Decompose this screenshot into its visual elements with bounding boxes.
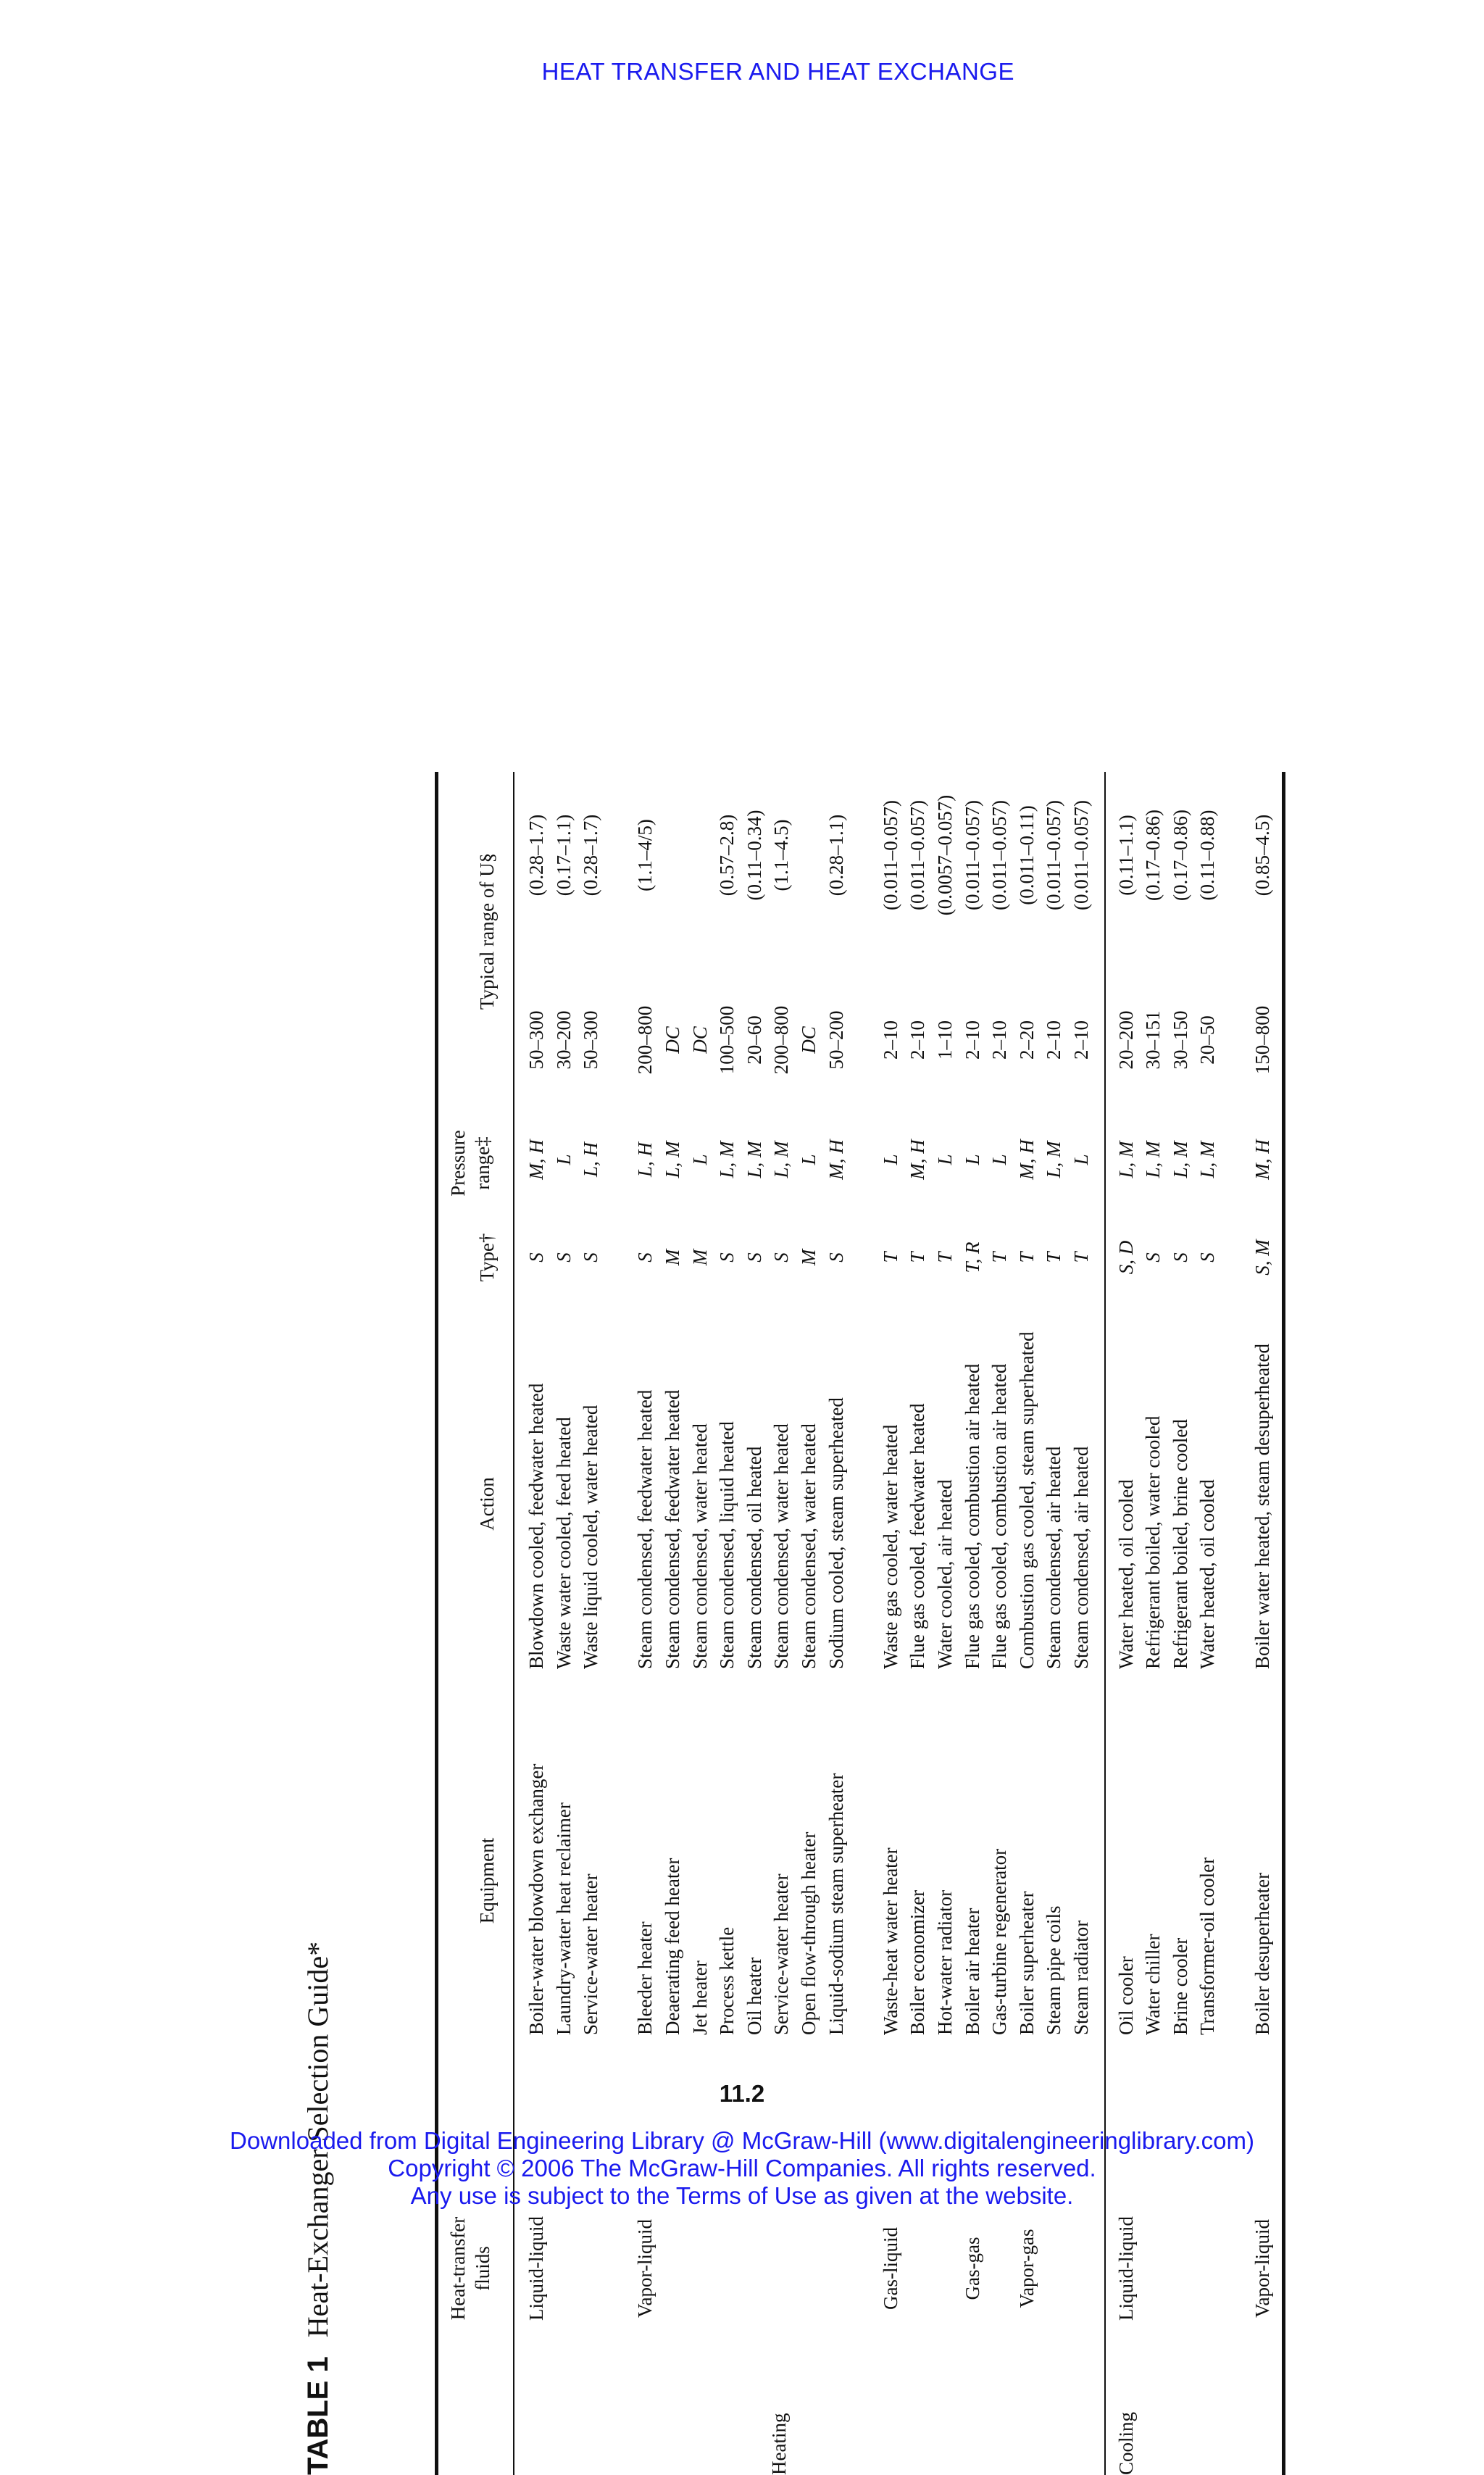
- type-cell: T: [1015, 1252, 1038, 1263]
- pressure-cell: L, M: [1142, 1141, 1164, 1178]
- u-range-si-cell: 50–300: [580, 1010, 602, 1070]
- u-range-us-cell: (0.28–1.7): [580, 814, 602, 897]
- equipment-cell: Liquid-sodium steam superheater: [825, 1773, 847, 2035]
- action-cell: Steam condensed, feedwater heated: [662, 1389, 683, 1669]
- pressure-cell: L, M: [1114, 1141, 1137, 1178]
- u-range-si-cell: DC: [798, 1026, 820, 1054]
- action-cell: Water heated, oil cooled: [1114, 1479, 1137, 1669]
- u-range-si-cell: 200–800: [634, 1005, 656, 1075]
- u-range-si-cell: 50–200: [825, 1010, 847, 1070]
- u-range-si-cell: 30–200: [552, 1010, 575, 1070]
- u-range-si-cell: 2–10: [961, 1020, 983, 1060]
- action-cell: Sodium cooled, steam superheated: [825, 1397, 847, 1669]
- action-cell: Steam condensed, water heated: [770, 1423, 793, 1669]
- footer: [0, 2127, 1484, 2210]
- type-cell: T: [934, 1252, 956, 1263]
- fluids-label: Vapor-liquid: [1251, 2219, 1273, 2318]
- action-cell: Refrigerant boiled, water cooled: [1142, 1415, 1164, 1669]
- equipment-cell: Deaerating feed heater: [662, 1858, 683, 2035]
- action-cell: Water heated, oil cooled: [1196, 1479, 1219, 1669]
- type-cell: M: [688, 1249, 711, 1266]
- equipment-cell: Service-water heater: [770, 1873, 793, 2035]
- action-cell: Boiler water heated, steam desuperheated: [1251, 1343, 1273, 1669]
- fluids-label: Gas-liquid: [879, 2227, 901, 2310]
- u-range-us-cell: (0.011–0.057): [1043, 800, 1065, 910]
- u-range-us-cell: (0.011–0.057): [906, 800, 929, 910]
- type-cell: S, D: [1114, 1240, 1137, 1275]
- section-rule: [1104, 772, 1106, 2475]
- type-cell: T: [1070, 1252, 1092, 1263]
- u-range-us-cell: (0.11–0.88): [1196, 810, 1219, 901]
- action-cell: Waste liquid cooled, water heated: [580, 1405, 602, 1669]
- type-cell: S: [552, 1252, 575, 1263]
- pressure-cell: L: [934, 1154, 956, 1165]
- type-cell: S: [580, 1252, 602, 1263]
- action-cell: Water cooled, air heated: [934, 1479, 956, 1669]
- pressure-cell: M, H: [1251, 1139, 1273, 1180]
- fluids-label: Gas-gas: [961, 2237, 983, 2300]
- u-range-si-cell: DC: [688, 1026, 711, 1054]
- action-cell: Steam condensed, liquid heated: [716, 1421, 738, 1669]
- type-cell: T: [879, 1252, 901, 1263]
- page-number: 11.2: [719, 2080, 765, 2107]
- selection-guide-table: [301, 772, 1273, 2475]
- equipment-cell: Steam pipe coils: [1043, 1905, 1065, 2035]
- u-range-si-cell: 2–10: [1043, 1020, 1065, 1060]
- pressure-cell: L, M: [770, 1141, 793, 1178]
- equipment-cell: Brine cooler: [1169, 1937, 1191, 2035]
- u-range-us-cell: (0.011–0.11): [1015, 805, 1038, 905]
- u-range-us-cell: (1.1–4/5): [634, 819, 656, 891]
- action-cell: Steam condensed, oil heated: [743, 1446, 765, 1669]
- pressure-cell: M, H: [906, 1139, 929, 1180]
- pressure-cell: M, H: [1015, 1139, 1038, 1180]
- type-cell: T, R: [961, 1241, 983, 1273]
- header-pressure-line2: range‡: [472, 1136, 493, 1190]
- type-cell: S: [770, 1252, 793, 1263]
- pressure-cell: L, M: [662, 1141, 683, 1178]
- header-equipment: Equipment: [476, 1837, 498, 1924]
- type-cell: S: [1169, 1252, 1191, 1263]
- fluids-label: Liquid-liquid: [525, 2216, 547, 2321]
- type-cell: S: [525, 1252, 547, 1263]
- action-cell: Steam condensed, water heated: [688, 1423, 711, 1669]
- u-range-us-cell: (1.1–4.5): [770, 819, 793, 891]
- u-range-si-cell: 2–10: [1070, 1020, 1092, 1060]
- u-range-us-cell: (0.011–0.057): [961, 800, 983, 910]
- equipment-cell: Boiler-water blowdown exchanger: [525, 1763, 547, 2035]
- pressure-cell: L, M: [716, 1141, 738, 1178]
- equipment-cell: Steam radiator: [1070, 1920, 1092, 2035]
- footer-line-1: Downloaded from Digital Engineering Library @ McGraw-Hill (www.digitalengineeringlibrary.com): [230, 2127, 1254, 2154]
- u-range-si-cell: 50–300: [525, 1010, 547, 1070]
- action-cell: Flue gas cooled, combustion air heated: [988, 1363, 1011, 1669]
- action-cell: Steam condensed, water heated: [798, 1423, 820, 1669]
- equipment-cell: Hot-water radiator: [934, 1889, 956, 2035]
- u-range-us-cell: (0.57–2.8): [716, 814, 738, 897]
- u-range-si-cell: 150–800: [1251, 1005, 1273, 1075]
- header-action: Action: [476, 1477, 498, 1531]
- action-cell: Combustion gas cooled, steam superheated: [1015, 1331, 1038, 1669]
- u-range-si-cell: 20–50: [1196, 1015, 1219, 1065]
- equipment-cell: Jet heater: [688, 1960, 711, 2035]
- type-cell: M: [798, 1249, 820, 1266]
- action-cell: Flue gas cooled, combustion air heated: [961, 1363, 983, 1669]
- header-type: Type†: [476, 1233, 498, 1282]
- u-range-si-cell: 2–10: [988, 1020, 1011, 1060]
- pressure-cell: L: [988, 1154, 1011, 1165]
- action-cell: Blowdown cooled, feedwater heated: [525, 1383, 547, 1669]
- equipment-cell: Waste-heat water heater: [879, 1847, 901, 2035]
- type-cell: S: [743, 1252, 765, 1263]
- equipment-cell: Oil heater: [743, 1957, 765, 2035]
- pressure-cell: L, M: [1043, 1141, 1065, 1178]
- equipment-cell: Water chiller: [1142, 1934, 1164, 2035]
- u-range-si-cell: 100–500: [716, 1005, 738, 1075]
- u-range-si-cell: 2–10: [906, 1020, 929, 1060]
- u-range-si-cell: 2–20: [1015, 1020, 1038, 1060]
- header-u-range: Typical range of U§: [476, 852, 498, 1010]
- type-cell: S: [1142, 1252, 1164, 1263]
- u-range-si-cell: 20–200: [1114, 1010, 1137, 1070]
- footer-line-2: Copyright © 2006 The McGraw-Hill Companies. All rights reserved.: [388, 2155, 1096, 2181]
- u-range-us-cell: (0.28–1.7): [525, 814, 547, 897]
- action-cell: Refrigerant boiled, brine cooled: [1169, 1419, 1191, 1669]
- equipment-cell: Boiler economizer: [906, 1889, 929, 2035]
- running-head: HEAT TRANSFER AND HEAT EXCHANGE: [541, 58, 1014, 85]
- u-range-si-cell: 200–800: [770, 1005, 793, 1075]
- header-fluids-line1: Heat-transfer: [447, 2216, 469, 2321]
- equipment-cell: Oil cooler: [1114, 1956, 1137, 2035]
- u-range-us-cell: (0.17–1.1): [552, 814, 575, 897]
- fluids-label: Vapor-liquid: [634, 2219, 656, 2318]
- type-cell: S: [825, 1252, 847, 1263]
- pressure-cell: L: [879, 1154, 901, 1165]
- footer-line-3: Any use is subject to the Terms of Use as given at the website.: [410, 2182, 1074, 2209]
- header-rule: [513, 772, 514, 2475]
- type-cell: T: [1043, 1252, 1065, 1263]
- equipment-cell: Boiler superheater: [1015, 1891, 1038, 2035]
- u-range-us-cell: (0.011–0.057): [1070, 800, 1092, 910]
- pressure-cell: L: [961, 1154, 983, 1165]
- service-label: Cooling: [1114, 2411, 1137, 2475]
- equipment-cell: Boiler desuperheater: [1251, 1872, 1273, 2035]
- top-rule: [435, 772, 438, 2475]
- pressure-cell: L: [798, 1154, 820, 1165]
- type-cell: S: [716, 1252, 738, 1263]
- u-range-us-cell: (0.28–1.1): [825, 814, 847, 897]
- pressure-cell: L: [688, 1154, 711, 1165]
- type-cell: T: [988, 1252, 1011, 1263]
- equipment-cell: Boiler air heater: [961, 1908, 983, 2035]
- action-cell: Steam condensed, air heated: [1070, 1446, 1092, 1669]
- fluids-label: Liquid-liquid: [1114, 2216, 1137, 2321]
- equipment-cell: Process kettle: [716, 1926, 738, 2035]
- table-title: Heat-Exchanger Selection Guide*: [301, 1941, 334, 2338]
- equipment-cell: Transformer-oil cooler: [1196, 1857, 1219, 2035]
- u-range-us-cell: (0.85–4.5): [1251, 814, 1273, 897]
- u-range-si-cell: 30–150: [1169, 1010, 1191, 1070]
- u-range-si-cell: 1–10: [934, 1020, 956, 1060]
- header-pressure: [446, 1109, 495, 1218]
- equipment-cell: Laundry-water heat reclaimer: [552, 1802, 575, 2035]
- type-cell: T: [906, 1252, 929, 1263]
- type-cell: M: [662, 1249, 683, 1266]
- equipment-cell: Open flow-through heater: [798, 1831, 820, 2035]
- u-range-si-cell: 2–10: [879, 1020, 901, 1060]
- u-range-us-cell: (0.11–0.34): [743, 810, 765, 901]
- equipment-cell: Service-water heater: [580, 1873, 602, 2035]
- u-range-us-cell: (0.17–0.86): [1142, 810, 1164, 901]
- u-range-si-cell: 20–60: [743, 1015, 765, 1065]
- equipment-cell: Gas-turbine regenerator: [988, 1848, 1011, 2035]
- equipment-cell: Bleeder heater: [634, 1921, 656, 2035]
- pressure-cell: L, H: [634, 1142, 656, 1178]
- type-cell: S, M: [1251, 1239, 1273, 1276]
- bottom-rule: [1282, 772, 1285, 2475]
- pressure-cell: L, M: [743, 1141, 765, 1178]
- action-cell: Steam condensed, air heated: [1043, 1446, 1065, 1669]
- pressure-cell: M, H: [825, 1139, 847, 1180]
- u-range-us-cell: (0.011–0.057): [879, 800, 901, 910]
- pressure-cell: L, H: [580, 1142, 602, 1178]
- u-range-si-cell: 30–151: [1142, 1010, 1164, 1070]
- pressure-cell: L, M: [1196, 1141, 1219, 1178]
- u-range-us-cell: (0.011–0.057): [988, 800, 1011, 910]
- header-pressure-line1: Pressure: [447, 1130, 469, 1197]
- u-range-us-cell: (0.0057–0.057): [934, 794, 956, 916]
- pressure-cell: L, M: [1169, 1141, 1191, 1178]
- header-fluids-line2: fluids: [472, 2246, 493, 2291]
- service-label: Heating: [767, 2413, 790, 2475]
- pressure-cell: L: [1070, 1154, 1092, 1165]
- type-cell: S: [634, 1252, 656, 1263]
- action-cell: Waste water cooled, feed heated: [552, 1417, 575, 1669]
- action-cell: Flue gas cooled, feedwater heated: [906, 1403, 929, 1669]
- u-range-us-cell: (0.17–0.86): [1169, 810, 1191, 901]
- pressure-cell: M, H: [525, 1139, 547, 1180]
- u-range-si-cell: DC: [662, 1026, 683, 1054]
- u-range-us-cell: (0.11–1.1): [1114, 815, 1137, 896]
- type-cell: S: [1196, 1252, 1219, 1263]
- table-label: TABLE 1: [302, 2356, 334, 2475]
- action-cell: Steam condensed, feedwater heated: [634, 1389, 656, 1669]
- fluids-label: Vapor-gas: [1015, 2229, 1038, 2308]
- pressure-cell: L: [552, 1154, 575, 1165]
- action-cell: Waste gas cooled, water heated: [879, 1424, 901, 1669]
